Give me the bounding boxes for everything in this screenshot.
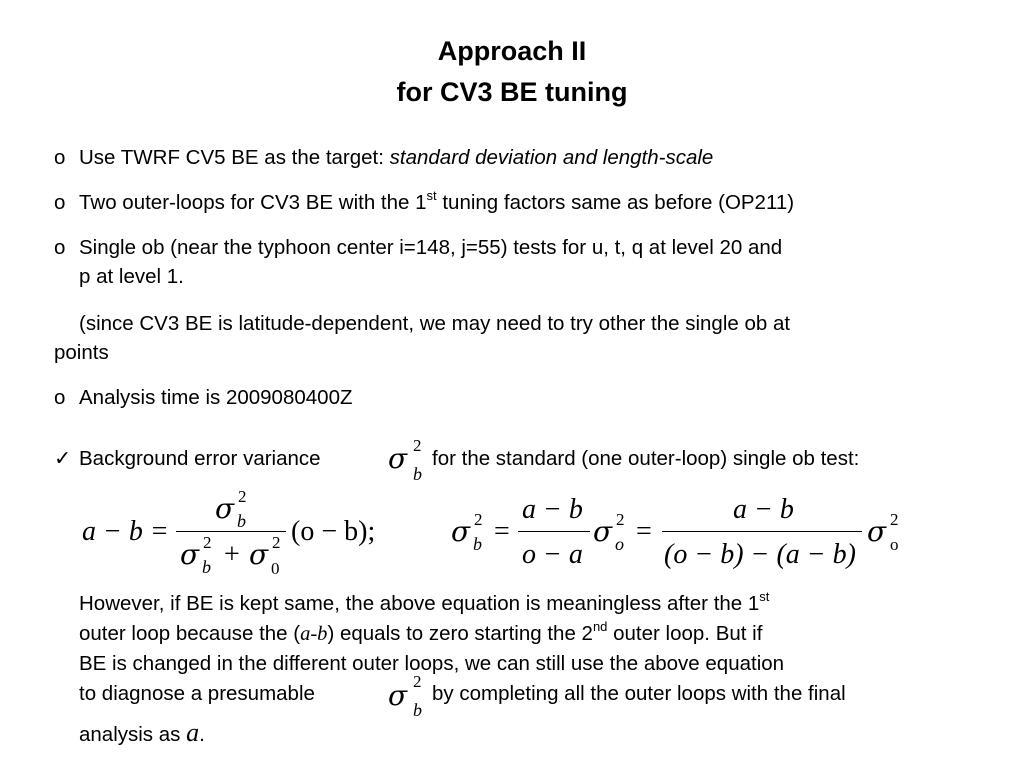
eq2-den1: o − a (522, 539, 583, 570)
eq1-num-sigma: σ (215, 492, 235, 525)
eq2-fraction-bar-2 (662, 531, 862, 532)
paragraph-text: outer loop because the ( (79, 622, 301, 645)
paragraph-line4-end: by completing all the outer loops with the final (432, 682, 846, 705)
slide-title-line1: Approach II (437, 36, 587, 66)
bullet-circle-marker: o (54, 386, 66, 409)
bullet-circle-marker: o (54, 236, 66, 259)
bullet-circle-marker: o (54, 146, 66, 169)
eq2-num1: a − b (522, 494, 583, 525)
paragraph-text: analysis as (79, 723, 187, 746)
checkmark-icon: ✓ (54, 447, 72, 470)
paragraph-text: outer loop. But if (607, 622, 763, 645)
paragraph-line1 (79, 589, 770, 616)
eq2-sigma-o-upright: σ (867, 515, 887, 548)
paragraph-text: ) equals to zero starting the 2 (327, 622, 593, 645)
bullet-single-ob-line2: p at level 1. (79, 265, 184, 288)
ordinal-suffix: st (759, 589, 770, 604)
paragraph-period: . (199, 723, 205, 746)
paragraph-text: However, if BE is kept same, the above equation is meaningless after the 1 (79, 592, 760, 615)
paragraph-line5 (79, 718, 205, 747)
ordinal-suffix: nd (592, 619, 608, 634)
note-line2: points (54, 341, 109, 364)
bullet-bg-variance-text-end: for the standard (one outer-loop) single ob test: (432, 447, 860, 470)
bullet-target (79, 146, 713, 170)
eq1-lhs: a − b = (82, 516, 169, 547)
bullet-outer-loops-text-end: tuning factors same as before (OP211) (436, 191, 795, 214)
paragraph-line2 (79, 619, 763, 646)
bullet-outer-loops (79, 188, 795, 215)
math-a-minus-b: a-b (300, 623, 328, 645)
bullet-analysis-time: Analysis time is 2009080400Z (79, 386, 353, 409)
eq1-tail: (o − b); (291, 516, 376, 547)
eq1-den-sigma-0: σ (249, 538, 269, 571)
math-a: a (186, 718, 200, 747)
eq2-lhs-sigma: σ (451, 515, 471, 548)
slide-title-line2: for CV3 BE tuning (396, 77, 628, 107)
bullet-circle-marker: o (54, 191, 66, 214)
eq1-den-sigma-b: σ (180, 538, 200, 571)
eq2-den2: (o − b) − (a − b) (664, 539, 856, 570)
bullet-target-italic: standard deviation and length-scale (389, 146, 714, 169)
bullet-bg-variance-text: Background error variance (79, 447, 321, 470)
eq2-num2: a − b (733, 494, 794, 525)
bullet-outer-loops-text: Two outer-loops for CV3 BE with the 1 (79, 191, 427, 214)
paragraph-line4-start: to diagnose a presumable (79, 682, 315, 705)
eq2-fraction-bar-1 (518, 531, 590, 532)
paragraph-line3: BE is changed in the different outer loops, we can still use the above equation (79, 652, 785, 675)
ordinal-suffix: st (426, 188, 437, 203)
note-line1: (since CV3 BE is latitude-dependent, we may need to try other the single ob at (79, 312, 791, 335)
eq1-fraction-bar (176, 531, 286, 532)
eq2-sigma-o: σ (593, 515, 613, 548)
bullet-target-text: Use TWRF CV5 BE as the target: (79, 146, 390, 169)
bullet-single-ob-line1: Single ob (near the typhoon center i=148, j=55) tests for u, t, q at level 20 and (79, 236, 783, 259)
